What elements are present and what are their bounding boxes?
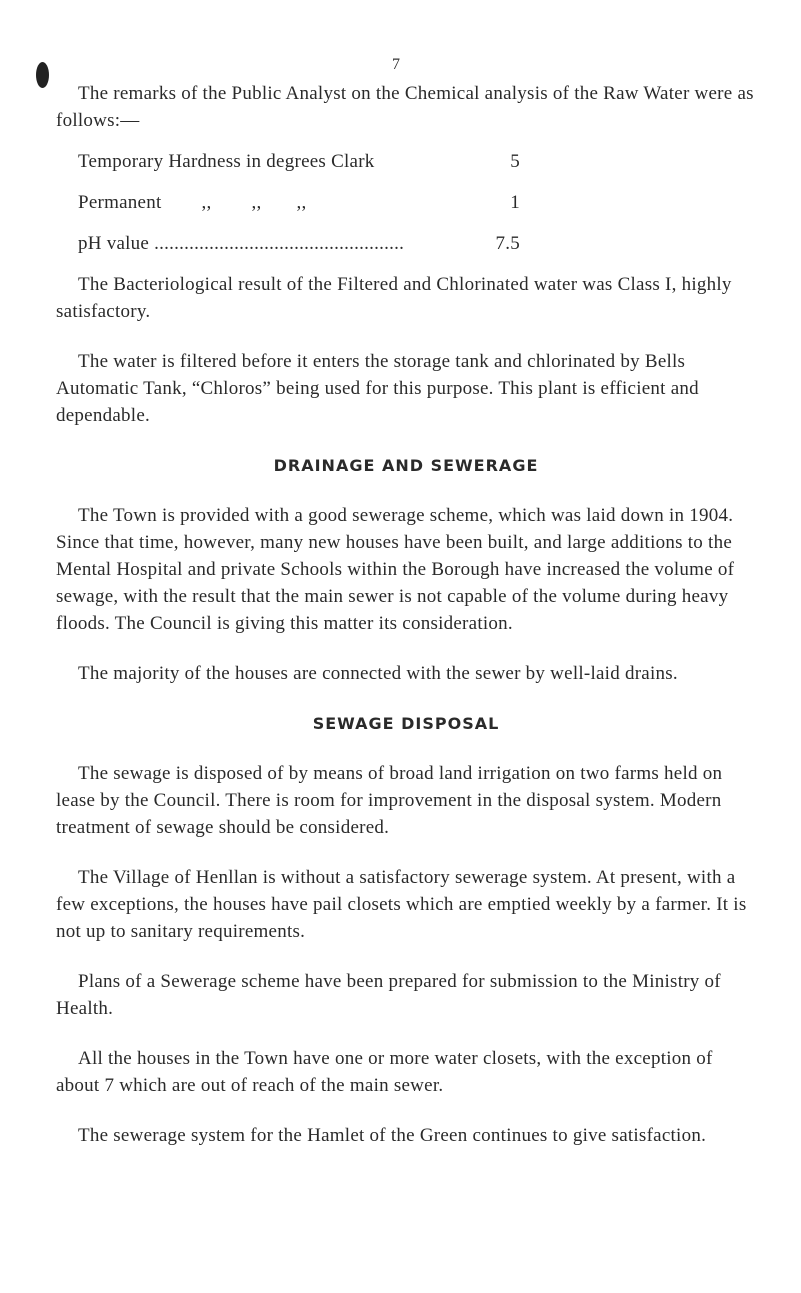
drainage-paragraph: The majority of the houses are connected with the sewer by well-laid drains. — [78, 663, 678, 684]
measurement-row — [56, 148, 520, 175]
measurement-leader: .................................................. — [154, 233, 405, 254]
measurement-value: 1 — [510, 192, 520, 213]
disposal-paragraph: The Village of Henllan is without a satisfactory sewerage system. At present, with a few exceptions, the houses have pail closets which are emptied weekly by a farmer. It is not up to sanitary requirements. — [56, 867, 747, 942]
measurement-value: 5 — [510, 151, 520, 172]
section-heading-disposal: SEWAGE DISPOSAL — [312, 714, 500, 733]
measurement-label: pH value — [78, 233, 155, 254]
measurement-label: Temporary Hardness in degrees Clark — [78, 151, 375, 172]
measurement-row — [56, 189, 520, 216]
measurement-value: 7.5 — [495, 233, 520, 254]
drainage-paragraph: The Town is provided with a good sewerage scheme, which was laid down in 1904. Since that time, however, many new houses have been built, and large additions to the Mental Hospital and private Schools within the Borough have increased the volume of sewage, with the result that the main sewer is not capable of the volume during heavy floods. The Council is giving this matter its consideration. — [56, 505, 735, 634]
bacteriological-paragraph: The Bacteriological result of the Filtered and Chlorinated water was Class I, highly satisfactory. — [56, 274, 732, 322]
disposal-paragraph: Plans of a Sewerage scheme have been prepared for submission to the Ministry of Health. — [56, 971, 721, 1019]
measurement-label: Permanent ,, ,, ,, — [78, 192, 307, 213]
measurement-row — [56, 230, 520, 257]
document-body — [56, 80, 756, 1149]
filtration-paragraph: The water is filtered before it enters the storage tank and chlorinated by Bells Automatic Tank, “Chloros” being used for this purpose. This plant is efficient and dependable. — [56, 351, 699, 426]
intro-paragraph: The remarks of the Public Analyst on the Chemical analysis of the Raw Water were as follows:— — [56, 83, 754, 131]
section-heading-drainage: DRAINAGE AND SEWERAGE — [273, 456, 539, 475]
disposal-paragraph: The sewerage system for the Hamlet of the Green continues to give satisfaction. — [78, 1125, 707, 1146]
disposal-paragraph: All the houses in the Town have one or more water closets, with the exception of about 7 which are out of reach of the main sewer. — [56, 1048, 713, 1096]
disposal-paragraph: The sewage is disposed of by means of broad land irrigation on two farms held on lease by the Council. There is room for improvement in the disposal system. Modern treatment of sewage should be considered. — [56, 763, 723, 838]
ink-blot-mark — [36, 62, 49, 88]
page-number: 7 — [392, 56, 400, 73]
